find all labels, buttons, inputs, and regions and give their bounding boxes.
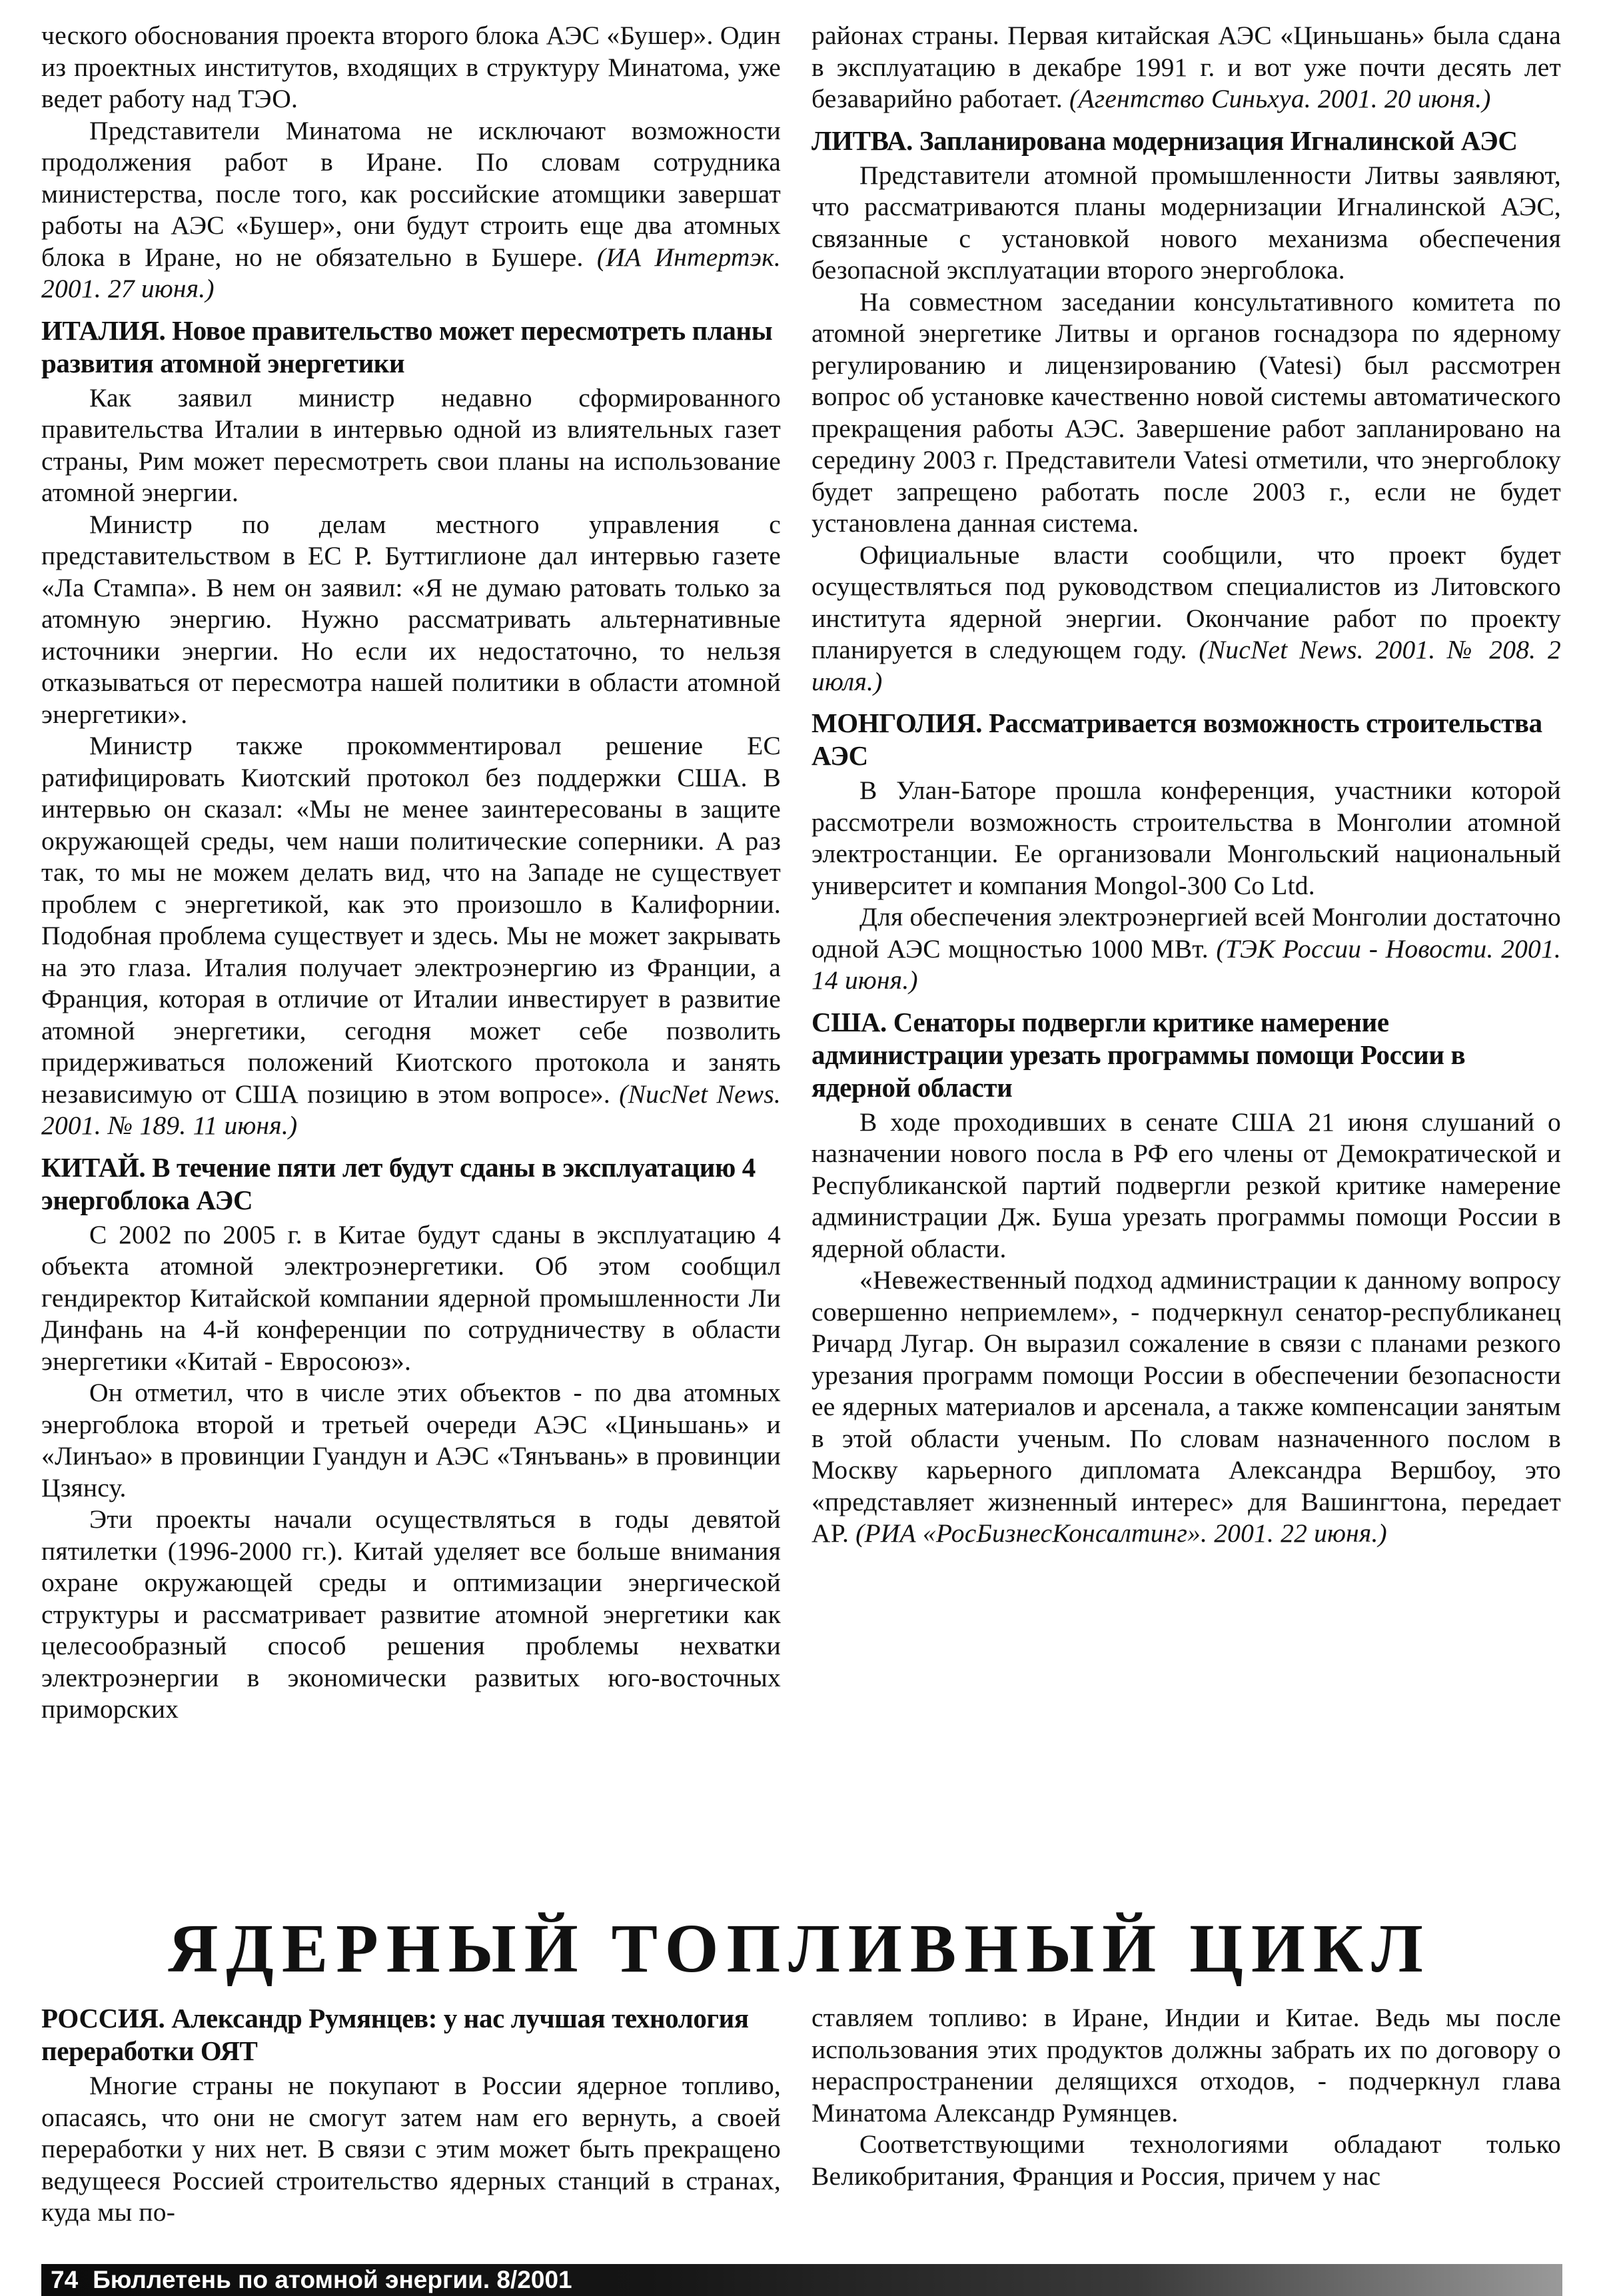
article-heading-china: КИТАЙ. В течение пяти лет будут сданы в эксплуатацию 4 энергоблока АЭС: [41, 1151, 756, 1215]
russia-column-right: [811, 2002, 1561, 2245]
russia-column-left: [41, 2002, 781, 2245]
paragraph: Министр также прокомментировал решение ЕС ратифицировать Киотский протокол без поддержки США. В интервью он сказал: «Мы не менее заинтересованы в защите окружающей среды, чем наши политические соперники. А раз так, то мы не можем делать вид, что на Западе не существует проблем с энергетикой, как это произошло в Калифорнии. Подобная проблема существует и здесь. Мы не может закрывать на это глаза. Италия получает электроэнергию из Франции, а Франция, которая в отличие от Италии инвестирует в развитие атомной энергетики, сегодня может себе позволить придерживаться положений Киотского протокола и занять независимую от США позицию в этом вопросе». (NucNet News. 2001. № 189. 11 июня.): [41, 731, 781, 1140]
page-number: 74: [51, 2266, 79, 2293]
paragraph: Как заявил министр недавно сформированного правительства Италии в интервью одной из влиятельных газет страны, Рим может пересмотреть свои планы на использование атомной энергии.: [41, 382, 781, 507]
paragraph: Официальные власти сообщили, что проект будет осуществляться под руководством специалистов из Литовского института ядерной энергии. Окончание работ по проекту планируется в следующем году. (NucNet News. 2001. № 208. 2 июля.): [811, 540, 1561, 696]
paragraph: В ходе проходивших в сенате США 21 июня слушаний о назначении нового посла в РФ его члены от Демократической и Республиканской партий подвергли резкой критике намерение администрации Дж. Буша урезать программы помощи России в ядерной области.: [811, 1107, 1561, 1263]
article-heading-russia: РОССИЯ. Александр Румянцев: у нас лучшая технология переработки ОЯТ: [41, 2003, 749, 2066]
paragraph: Представители Минатома не исключают возможности продолжения работ в Иране. По словам сотрудника министерства, после того, как российские атомщики завершат работы на АЭС «Бушер», они будут строить еще два атомных блока в Иране, но не обязательно в Бушере. (ИА Интертэк. 2001. 27 июня.): [41, 115, 781, 303]
paragraph: «Невежественный подход администрации к данному вопросу совершенно неприемлем», - подчеркнул сенатор-республиканец Ричард Лугар. Он выразил сожаление в связи с планами резкого урезания программ помощи России в обеспечении безопасности ее ядерных материалов и арсенала, а также компенсации занятым в этой области ученым. По словам назначенного послом в Москву карьерного дипломата Александра Вершбоу, это «представляет жизненный интерес» для Вашингтона, передает АР. (РИА «РосБизнесКонсалтинг». 2001. 22 июня.): [811, 1265, 1561, 1548]
paragraph: Эти проекты начали осуществляться в годы девятой пятилетки (1996-2000 гг.). Китай уделяет все больше внимания охране окружающей среды и оптимизации энергической структуры и рассматривает развитие атомной энергетики как целесообразный способ решения проблемы нехватки электроэнергии в экономически развитых юго-восточных приморских: [41, 1504, 781, 1724]
citation: (NucNet News. 2001. № 189. 11 июня.): [41, 1079, 781, 1140]
paragraph: Многие страны не покупают в России ядерное топливо, опасаясь, что они не смогут затем нам его вернуть, а своей переработки у них нет. В связи с этим может быть прекращено ведущееся Россией строительство ядерных станций в странах, куда мы по-: [41, 2071, 781, 2227]
citation: (ИА Интертэк. 2001. 27 июня.): [41, 242, 781, 303]
paragraph: Для обеспечения электроэнергией всей Монголии достаточно одной АЭС мощностью 1000 МВт. (ТЭК России - Новости. 2001. 14 июня.): [811, 902, 1561, 995]
paragraph: ческого обоснования проекта второго блока АЭС «Бушер». Один из проектных институтов, входящих в структуру Минатома, уже ведет работу над ТЭО.: [41, 21, 781, 113]
paragraph: В Улан-Баторе прошла конференция, участники которой рассмотрели возможность строительства в Монголии атомной электростанции. Ее организовали Монгольский национальный университет и компания Mongol-300 Co Ltd.: [811, 776, 1561, 900]
paragraph: Он отметил, что в числе этих объектов - по два атомных энергоблока второй и третьей очереди АЭС «Циньшань» и «Линъао» в провинции Гуандун и АЭС «Тянъвань» в провинции Цзянсу.: [41, 1378, 781, 1502]
article-heading-lithuania: ЛИТВА. Запланирована модернизация Игналинской АЭС: [811, 125, 1518, 156]
paragraph: На совместном заседании консультативного комитета по атомной энергетике Литвы и органов госнадзора по ядерному регулированию и лицензированию (Vatesi) был рассмотрен вопрос об установке качественно новой системы автоматического прекращения работы АЭС. Завершение работ запланировано на середину 2003 г. Представители Vatesi отметили, что энергоблоку будет запрещено работать после 2003 г., если не будет установлена данная система.: [811, 287, 1561, 538]
paragraph: Представители атомной промышленности Литвы заявляют, что рассматриваются планы модернизации Игналинской АЭС, связанные с установкой нового механизма обеспечения безопасной эксплуатации второго энергоблока.: [811, 160, 1561, 285]
left-column: [41, 20, 781, 1909]
article-heading-usa: США. Сенаторы подвергли критике намерение администрации урезать программы помощи России в ядерной области: [811, 1006, 1466, 1103]
paragraph: С 2002 по 2005 г. в Китае будут сданы в эксплуатацию 4 объекта атомной электроэнергетики. Об этом сообщил гендиректор Китайской компании ядерной промышленности Ли Динфань на 4-й конференции по сотрудничеству в области энергетики «Китай - Евросоюз».: [41, 1219, 781, 1376]
paragraph: районах страны. Первая китайская АЭС «Циньшань» была сдана в эксплуатацию в декабре 1991 г. и вот уже почти десять лет безаварийно работает. (Агентство Синьхуа. 2001. 20 июня.): [811, 21, 1561, 113]
paragraph: Соответствующими технологиями обладают только Великобритания, Франция и Россия, причем у нас: [811, 2129, 1561, 2191]
section-title: ЯДЕРНЫЙ ТОПЛИВНЫЙ ЦИКЛ: [168, 1910, 1431, 1987]
paragraph: ставляем топливо: в Иране, Индии и Китае. Ведь мы после использования этих продуктов должны забрать их по договору о нераспространении делящихся отходов, - подчеркнул глава Минатома Александр Румянцев.: [811, 2003, 1561, 2127]
article-heading-italy: ИТАЛИЯ. Новое правительство может пересмотреть планы развития атомной энергетики: [41, 314, 773, 378]
paragraph: Министр по делам местного управления с представительством в ЕС Р. Буттиглионе дал интервью газете «Ла Стампа». В нем он заявил: «Я не думаю ратовать только за атомную энергию. Нужно рассматривать альтернативные источники энергии. Но если их недостаточно, то нельзя отказываться от пересмотра нашей политики в области атомной энергетики».: [41, 509, 781, 729]
footer-bar: [41, 2264, 1562, 2296]
citation: (NucNet News. 2001. № 208. 2 июля.): [811, 635, 1561, 696]
right-column: [811, 20, 1561, 1909]
article-heading-mongolia: МОНГОЛИЯ. Рассматривается возможность строительства АЭС: [811, 708, 1542, 771]
citation: (Агентство Синьхуа. 2001. 20 июня.): [1069, 84, 1491, 113]
footer-text: [51, 2267, 572, 2293]
publication-name: Бюллетень по атомной энергии. 8/2001: [93, 2266, 572, 2293]
citation: (РИА «РосБизнесКонсалтинг». 2001. 22 июня.): [855, 1518, 1387, 1548]
citation: (ТЭК России - Новости. 2001. 14 июня.): [811, 933, 1561, 995]
